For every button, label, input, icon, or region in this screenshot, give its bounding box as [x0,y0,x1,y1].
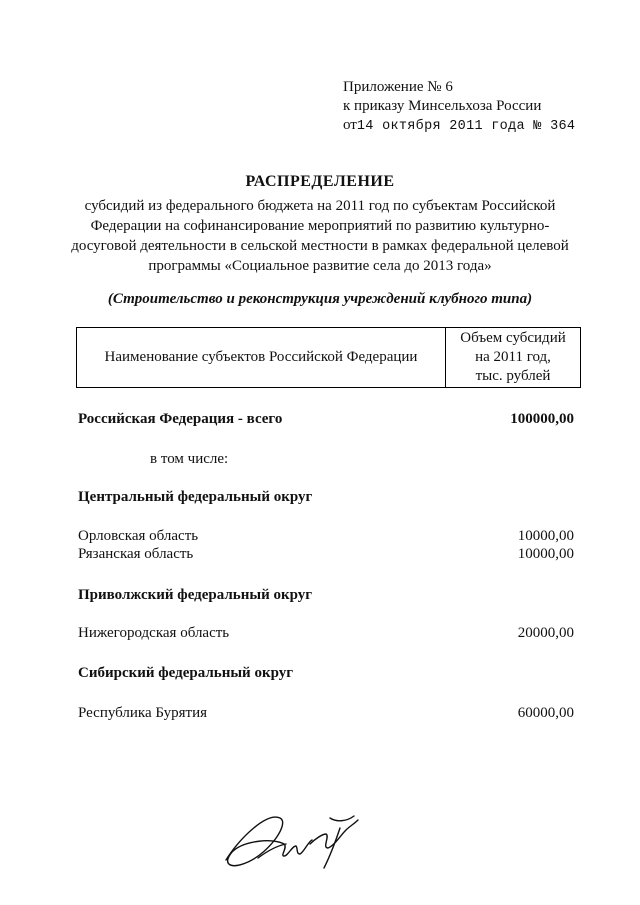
signature-icon [218,800,368,875]
total-row [78,411,574,428]
appendix-number: Приложение № 6 [343,79,453,95]
region-row [78,528,574,545]
column-header-amount-line1: Объем субсидий [460,330,566,346]
region-row [78,625,574,642]
column-header-subjects: Наименование субъектов Российской Федерации [77,328,446,388]
region-name: Республика Бурятия [78,705,208,721]
including-label: в том числе: [150,451,229,467]
district-name: Сибирский федеральный округ [78,665,294,681]
appendix-block [343,78,575,136]
table-header [76,327,581,388]
region-name: Орловская область [78,528,199,544]
region-value: 60000,00 [517,705,574,721]
document-subtitle: субсидий из федерального бюджета на 2011 год по субъектам Российской Федерации на софинансирование мероприятий по развитию культурно-досуговой деятельности в сельской местности в рамках федеральной целевой программы «Социальное развитие села до 2013 года» [71,198,569,274]
district-heading [78,587,574,604]
appendix-order-reference: к приказу Минсельхоза России [343,98,542,114]
district-name: Приволжский федеральный округ [78,587,313,603]
region-name: Рязанская область [78,546,194,562]
section-heading: (Строительство и реконструкция учреждений клубного типа) [107,291,533,307]
appendix-order-date [343,116,575,136]
region-row [78,546,574,563]
region-value: 10000,00 [517,528,574,544]
region-value: 10000,00 [517,546,574,562]
appendix-date-prefix: от [343,117,357,133]
document-title: РАСПРЕДЕЛЕНИЕ [245,173,395,190]
district-name: Центральный федеральный округ [78,489,313,505]
appendix-date-value: 14 октября 2011 года № 364 [356,119,576,134]
district-heading [78,665,574,682]
total-value: 100000,00 [510,411,574,427]
column-header-amount-line2: на 2011 год, [475,349,551,365]
region-name: Нижегородская область [78,625,230,641]
region-value: 20000,00 [517,625,574,641]
column-header-amount [446,328,581,388]
total-label: Российская Федерация - всего [78,411,283,427]
region-row [78,705,574,722]
column-header-amount-line3: тыс. рублей [475,368,551,384]
district-heading [78,489,574,506]
